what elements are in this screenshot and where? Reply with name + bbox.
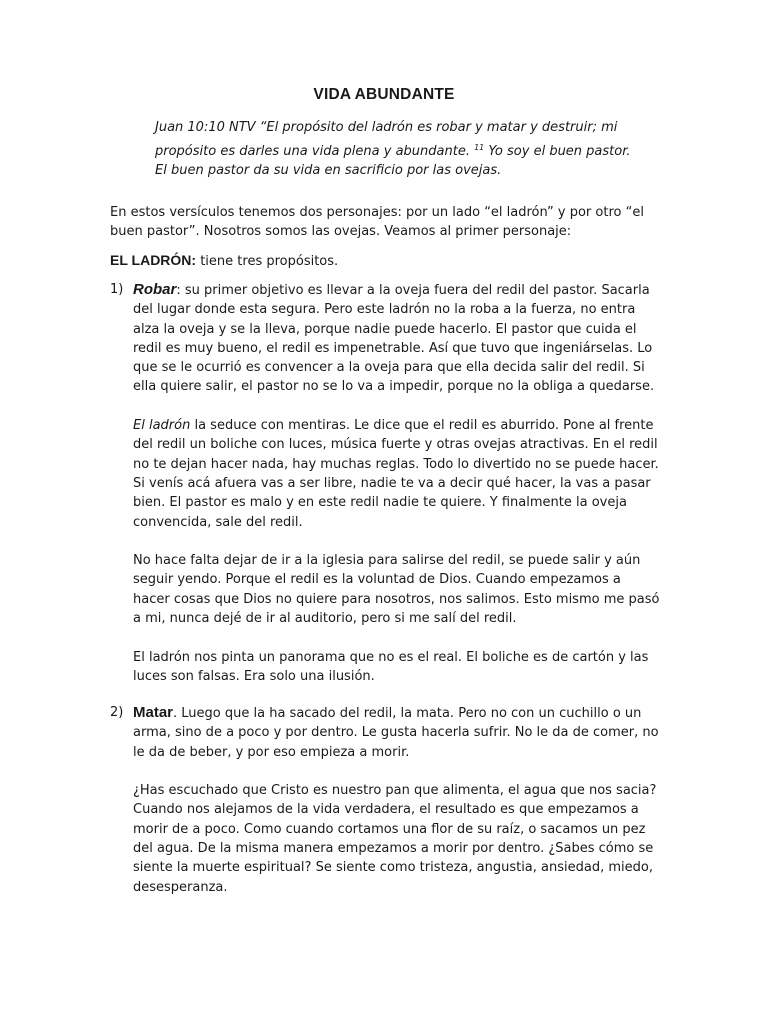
- paragraph: ¿Has escuchado que Cristo es nuestro pan que alimenta, el agua que nos sacia? Cuando nos alejamos de la vida verdadera, el resultado es que empezamos a morir de a poco. Como cuando cortamos una flor de su raíz, o sacamos un pez del agua. De la misma manera empezamos a morir por dentro. ¿Sabes cómo se siente la muerte espiritual? Se siente como tristeza, angustia, ansiedad, miedo, desesperanza.: [133, 783, 657, 895]
- quote-text-start: Juan 10:10 NTV “El propósito del ladrón es robar y matar y destruir; mi propósito es darles una vida plena y abundante.: [155, 120, 618, 159]
- paragraph: No hace falta dejar de ir a la iglesia para salirse del redil, se puede salir y aún seguir yendo. Porque el redil es la voluntad de Dios. Cuando empezamos a hacer cosas que Dios no quiere para nosotros, nos salimos. Esto mismo me pasó a mi, nunca dejé de ir al auditorio, pero si me salí del redil.: [133, 553, 660, 627]
- section-heading-text: tiene tres propósitos.: [196, 254, 339, 269]
- lead-term: Matar: [133, 704, 174, 721]
- paragraph: El ladrón nos pinta un panorama que no es el real. El boliche es de cartón y las luces son falsas. Era solo una ilusión.: [133, 649, 649, 684]
- paragraph: [133, 280, 660, 397]
- list-item-body: [133, 280, 660, 686]
- list-item-matar: [110, 703, 660, 897]
- document-title: VIDA ABUNDANTE: [313, 86, 455, 103]
- paragraph-text: . Luego que la ha sacado del redil, la mata. Pero no con un cuchillo o un arma, sino de a poco y por dentro. Le gusta hacerla sufrir. No le da de comer, no le da de beber, y por eso empieza a morir.: [133, 706, 659, 760]
- paragraph-text: : su primer objetivo es llevar a la oveja fuera del redil del pastor. Sacarla del lugar donde esta segura. Pero este ladrón no la roba a la fuerza, no entra alza la oveja y se la lleva, porque nadie puede hacerlo. El pastor que cuida el redil es muy bueno, el redil es impenetrable. Así que tuvo que ingeniárselas. Lo que se le ocurrió es convencer a la oveja para que ella decida salir del redil. Si ella quiere salir, el pastor no se lo va a impedir, porque no la obliga a quedarse.: [133, 283, 655, 395]
- list-item-number: 2): [110, 705, 124, 720]
- list-item-body: [133, 703, 660, 897]
- lead-term: Robar: [133, 281, 177, 298]
- paragraph-text: la seduce con mentiras. Le dice que el redil es aburrido. Pone al frente del redil un boliche con luces, música fuerte y otras ovejas atractivas. En el redil no te dejan hacer nada, hay muchas reglas. Todo lo divertido no se puede hacer. Si venís acá afuera vas a ser libre, nadie te va a decir qué hacer, la vas a pasar bien. El pastor es malo y en este redil nadie te quiere. Y finalmente la oveja convencida, sale del redil.: [133, 418, 659, 530]
- list-item-robar: [110, 280, 660, 686]
- intro-paragraph: En estos versículos tenemos dos personajes: por un lado “el ladrón” y por otro “el buen pastor”. Nosotros somos las ovejas. Veamos al primer personaje:: [110, 205, 644, 240]
- verse-number: 11: [474, 142, 485, 152]
- section-heading: [110, 251, 650, 271]
- paragraph: [133, 703, 660, 762]
- section-heading-label: EL LADRÓN:: [110, 252, 197, 268]
- scripture-quote: [155, 118, 635, 181]
- emphasis-text: El ladrón: [133, 418, 191, 434]
- quote-text-end: Yo soy el buen pastor. El buen pastor da su vida en sacrificio por las ovejas.: [155, 143, 631, 178]
- list-item-number: 1): [110, 282, 124, 297]
- paragraph: [133, 416, 660, 532]
